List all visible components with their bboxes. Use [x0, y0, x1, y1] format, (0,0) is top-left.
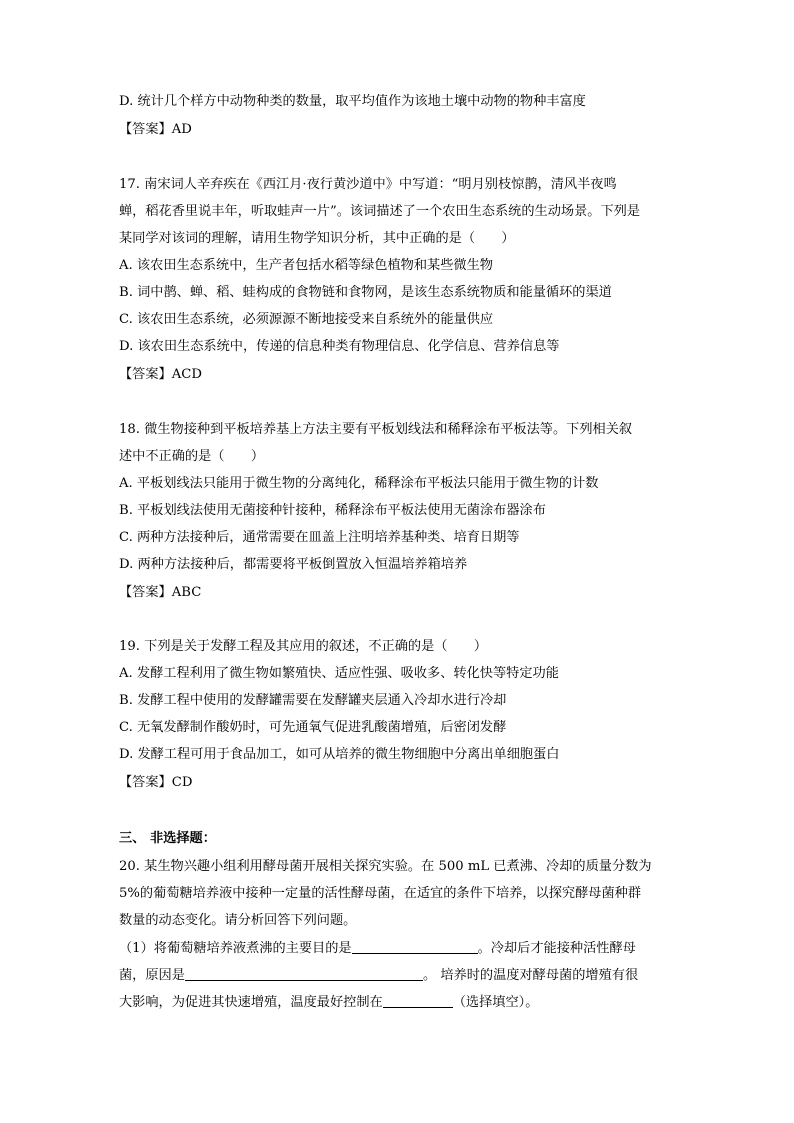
q17-option-a: A. 该农田生态系统中，生产者包括水稻等绿色植物和某些微生物 — [119, 258, 493, 273]
q18-option-a: A. 平板划线法只能用于微生物的分离纯化，稀释涂布平板法只能用于微生物的计数 — [119, 476, 599, 491]
q20-part1-line-1 — [119, 939, 679, 959]
q19-stem-line-1: 19. 下列是关于发酵工程及其应用的叙述，不正确的是（ ） — [119, 639, 488, 654]
q16-option-d: D. 统计几个样方中动物种类的数量，取平均值作为该地土壤中动物的物种丰富度 — [119, 94, 586, 109]
answer-blank-3[interactable] — [383, 993, 453, 1008]
q19-answer: 【答案】CD — [119, 775, 193, 790]
q19-option-d: D. 发酵工程可用于食品加工，如可从培养的微生物细胞中分离出单细胞蛋白 — [119, 747, 560, 762]
q20-part1-line3-text-a: 大影响，为促进其快速增殖，温度最好控制在 — [119, 995, 383, 1010]
q20-part1-line2-text-a: 菌，原因是 — [119, 968, 185, 983]
q20-part1-text-a: （1）将葡萄糖培养液煮沸的主要目的是 — [119, 941, 352, 956]
q17-option-d: D. 该农田生态系统中，传递的信息种类有物理信息、化学信息、营养信息等 — [119, 339, 560, 354]
q19-option-a: A. 发酵工程利用了微生物如繁殖快、适应性强、吸收多、转化快等特定功能 — [119, 666, 559, 681]
q17-stem-line-3: 某同学对该词的理解，请用生物学知识分析，其中正确的是（ ） — [119, 231, 515, 246]
q20-part1-line3-text-b: （选择填空）。 — [452, 995, 539, 1010]
q18-stem-line-1: 18. 微生物接种到平板培养基上方法主要有平板划线法和稀释涂布平板法等。下列相关叙 — [119, 422, 633, 437]
q20-part1-line-3 — [119, 993, 679, 1013]
q20-part1-text-b: 。冷却后才能接种活性酵母 — [477, 941, 636, 956]
q18-option-d: D. 两种方法接种后，都需要将平板倒置放入恒温培养箱培养 — [119, 557, 468, 572]
q20-part1-line2-text-b: 。 培养时的温度对酵母菌的增殖有很 — [422, 968, 639, 983]
q20-stem-line-1: 20. 某生物兴趣小组利用酵母菌开展相关探究实验。在 500 mL 已煮沸、冷却的质量分数为 — [119, 859, 652, 874]
q17-answer: 【答案】ACD — [119, 367, 202, 382]
q17-stem-line-1: 17. 南宋词人辛弃疾在《西江月·夜行黄沙道中》中写道：“明月别枝惊鹊，清风半夜鸣 — [119, 177, 617, 192]
q17-stem-line-2: 蝉，稻花香里说丰年，听取蛙声一片”。该词描述了一个农田生态系统的生动场景。下列是 — [119, 204, 641, 219]
q18-option-b: B. 平板划线法使用无菌接种针接种，稀释涂布平板法使用无菌涂布器涂布 — [119, 503, 546, 518]
q19-option-b: B. 发酵工程中使用的发酵罐需要在发酵罐夹层通入冷却水进行冷却 — [119, 693, 507, 708]
q20-stem-line-3: 数量的动态变化。请分析回答下列问题。 — [119, 913, 357, 928]
q20-stem-line-2: 5%的葡萄糖培养液中接种一定量的活性酵母菌，在适宜的条件下培养，以探究酵母菌种群 — [119, 886, 642, 901]
q20-part1-line-2 — [119, 966, 679, 986]
q19-option-c: C. 无氧发酵制作酸奶时，可先通氧气促进乳酸菌增殖，后密闭发酵 — [119, 720, 507, 735]
q18-stem-line-2: 述中不正确的是（ ） — [119, 449, 265, 464]
answer-blank-1[interactable] — [352, 939, 478, 954]
q18-answer: 【答案】ABC — [119, 585, 202, 600]
q17-option-c: C. 该农田生态系统，必须源源不断地接受来自系统外的能量供应 — [119, 312, 494, 327]
q17-option-b: B. 词中鹊、蝉、稻、蛙构成的食物链和食物网，是该生态系统物质和能量循环的渠道 — [119, 285, 612, 300]
q16-answer: 【答案】AD — [119, 122, 192, 137]
section-title: 三、 非选择题： — [119, 831, 216, 846]
answer-blank-2[interactable] — [185, 966, 423, 981]
q18-option-c: C. 两种方法接种后，通常需要在皿盖上注明培养基种类、培育日期等 — [119, 530, 520, 545]
